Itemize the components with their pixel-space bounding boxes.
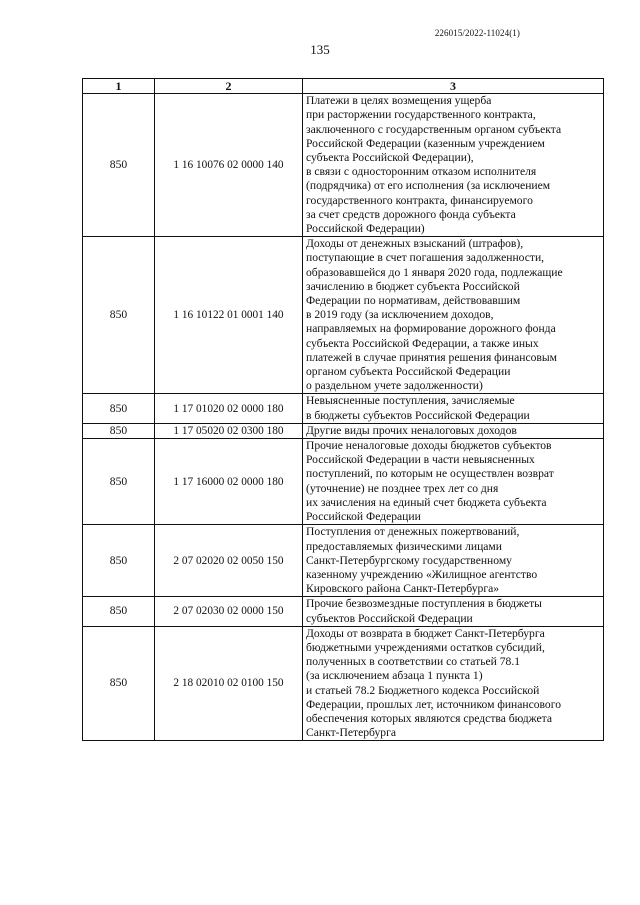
description-line: Санкт-Петербурга xyxy=(306,726,396,740)
admin-code-cell: 850 xyxy=(83,94,155,237)
budget-classification-code-cell: 1 16 10076 02 0000 140 xyxy=(155,94,303,237)
description-line: Российской Федерации) xyxy=(306,222,425,236)
description-line: и статьей 78.2 Бюджетного кодекса Российской xyxy=(306,683,540,697)
description-line: предоставляемых физическими лицами xyxy=(306,539,502,553)
admin-code-cell: 850 xyxy=(83,597,155,626)
budget-classification-code-cell: 1 17 05020 02 0300 180 xyxy=(155,423,303,438)
description-line: Федерации по нормативам, действовавшим xyxy=(306,294,521,308)
admin-code-cell: 850 xyxy=(83,439,155,525)
table-row xyxy=(83,94,604,237)
column-header-3: 3 xyxy=(303,79,604,94)
revenue-description-cell xyxy=(303,525,604,597)
description-line: обеспечения которых являются средства бюджета xyxy=(306,711,552,725)
description-line: поступающие в счет погашения задолженности, xyxy=(306,251,545,265)
revenue-description-cell xyxy=(303,626,604,741)
description-line: за счет средств дорожного фонда субъекта xyxy=(306,207,516,221)
budget-classification-code-cell: 1 17 16000 02 0000 180 xyxy=(155,439,303,525)
description-line: зачислению в бюджет субъекта Российской xyxy=(306,279,520,293)
description-line: (подрядчика) от его исполнения (за исключением xyxy=(306,179,551,193)
description-line: Другие виды прочих неналоговых доходов xyxy=(306,423,517,437)
description-line: бюджетными учреждениями остатков субсидий, xyxy=(306,640,545,654)
description-line: субъектов Российской Федерации xyxy=(306,611,473,625)
description-line: поступлений, по которым не осуществлен возврат xyxy=(306,467,554,481)
budget-classification-code-cell: 2 18 02010 02 0100 150 xyxy=(155,626,303,741)
description-line: (уточнение) не позднее трех лет со дня xyxy=(306,481,499,495)
column-header-1: 1 xyxy=(83,79,155,94)
description-line: о раздельном учете задолженности) xyxy=(306,379,483,393)
admin-code-cell: 850 xyxy=(83,525,155,597)
description-line: государственного контракта, финансируемого xyxy=(306,193,533,207)
description-line: Федерации, прошлых лет, источником финансового xyxy=(306,697,561,711)
description-line: (за исключением абзаца 1 пункта 1) xyxy=(306,669,483,683)
table-row xyxy=(83,626,604,741)
description-line: Прочие безвозмездные поступления в бюджеты xyxy=(306,597,542,611)
description-line: Российской Федерации xyxy=(306,510,421,524)
revenue-description-cell xyxy=(303,423,604,438)
table-row xyxy=(83,423,604,438)
admin-code-cell: 850 xyxy=(83,423,155,438)
revenue-description-cell xyxy=(303,394,604,423)
description-line: в связи с односторонним отказом исполнителя xyxy=(306,165,537,179)
budget-classification-code-cell: 1 16 10122 01 0001 140 xyxy=(155,237,303,394)
column-header-2: 2 xyxy=(155,79,303,94)
admin-code-cell: 850 xyxy=(83,237,155,394)
table-row xyxy=(83,237,604,394)
description-line: Доходы от денежных взысканий (штрафов), xyxy=(306,237,524,251)
budget-classification-code-cell: 2 07 02030 02 0000 150 xyxy=(155,597,303,626)
description-line: платежей в случае принятия решения финансовым xyxy=(306,350,557,364)
page-number: 135 xyxy=(310,42,330,57)
description-line: заключенного с государственным органом субъекта xyxy=(306,122,562,136)
revenue-description-cell xyxy=(303,237,604,394)
description-line: их зачисления на единый счет бюджета субъекта xyxy=(306,495,547,509)
description-line: Доходы от возврата в бюджет Санкт-Петербурга xyxy=(306,626,545,640)
description-line: в бюджеты субъектов Российской Федерации xyxy=(306,408,530,422)
revenue-codes-table xyxy=(82,78,604,741)
description-line: образовавшейся до 1 января 2020 года, подлежащие xyxy=(306,265,563,279)
table-body xyxy=(83,94,604,741)
table-row xyxy=(83,439,604,525)
description-line: Платежи в целях возмещения ущерба xyxy=(306,94,492,108)
description-line: субъекта Российской Федерации, а также иных xyxy=(306,336,539,350)
description-line: Кировского района Санкт-Петербурга» xyxy=(306,582,500,596)
admin-code-cell: 850 xyxy=(83,626,155,741)
budget-classification-code-cell: 1 17 01020 02 0000 180 xyxy=(155,394,303,423)
revenue-description-cell xyxy=(303,94,604,237)
description-line: полученных в соответствии со статьей 78.1 xyxy=(306,655,521,669)
description-line: субъекта Российской Федерации), xyxy=(306,151,474,165)
table-header-row xyxy=(83,79,604,94)
description-line: направляемых на формирование дорожного фонда xyxy=(306,322,556,336)
description-line: Прочие неналоговые доходы бюджетов субъектов xyxy=(306,439,552,453)
table-row xyxy=(83,525,604,597)
table-row xyxy=(83,394,604,423)
document-number: 226015/2022-11024(1) xyxy=(434,28,520,38)
description-line: Российской Федерации в части невыясненных xyxy=(306,453,535,467)
table-row xyxy=(83,597,604,626)
revenue-description-cell xyxy=(303,597,604,626)
budget-classification-code-cell: 2 07 02020 02 0050 150 xyxy=(155,525,303,597)
description-line: при расторжении государственного контракта, xyxy=(306,108,536,122)
description-line: органом субъекта Российской Федерации xyxy=(306,365,511,379)
description-line: в 2019 году (за исключением доходов, xyxy=(306,308,494,322)
description-line: Невыясненные поступления, зачисляемые xyxy=(306,394,515,408)
revenue-description-cell xyxy=(303,439,604,525)
description-line: Санкт-Петербургскому государственному xyxy=(306,553,512,567)
description-line: Поступления от денежных пожертвований, xyxy=(306,525,520,539)
description-line: Российской Федерации (казенным учреждением xyxy=(306,136,545,150)
description-line: казенному учреждению «Жилищное агентство xyxy=(306,567,538,581)
admin-code-cell: 850 xyxy=(83,394,155,423)
